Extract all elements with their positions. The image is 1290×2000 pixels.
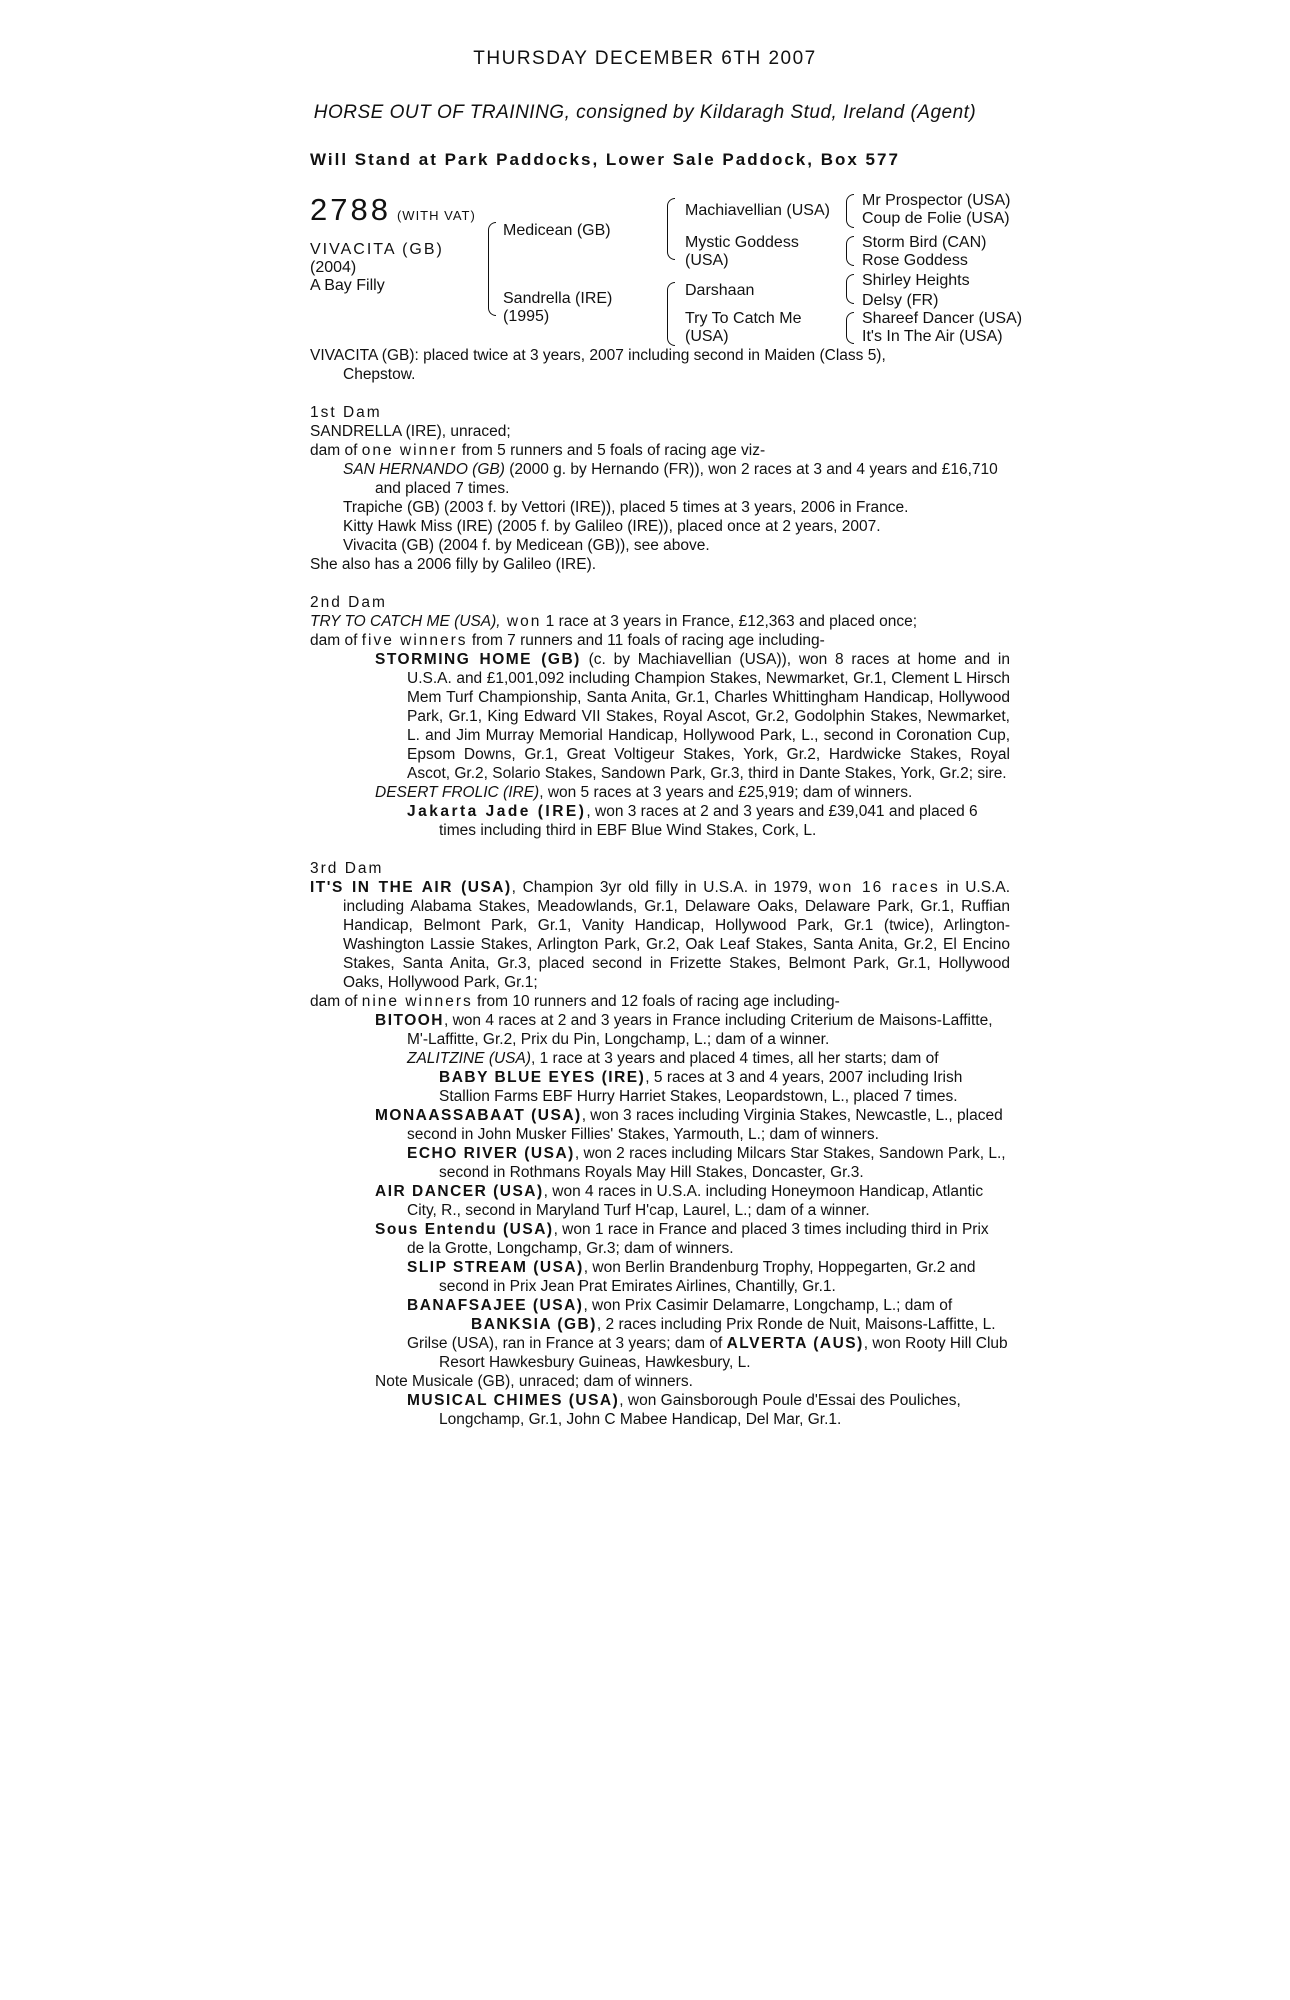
produce-name: BANAFSAJEE (USA) [407,1297,584,1314]
text: , Champion 3yr old filly in U.S.A. in 1979, [511,879,819,896]
produce-record: , won 4 races in U.S.A. including Honeymoon Handicap, Atlantic City, R., second in Maryland Turf H'cap, Laurel, L.; dam of a winner. [407,1183,984,1219]
produce-record: (c. by Machiavellian (USA)), won 8 races at home and in U.S.A. and £1,001,092 including Champion Stakes, Newmarket, Gr.1, Clement L Hirsch Mem Turf Championship, Santa Anita, Gr.1, Charles Whittingham Handicap, Hollywood Park, Gr.1, King Edward VII Stakes, Royal Ascot, Gr.2, Godolphin Stakes, Newmarket, L. and Jim Murray Memorial Handicap, Hollywood Park, L., second in Coronation Cup, Epsom Downs, Gr.1, Great Voltigeur Stakes, York, Gr.2, Hardwicke Stakes, Royal Ascot, Gr.2, Solario Stakes, Sandown Park, Gr.3, third in Dante Stakes, York, Gr.2; sire. [407,651,1010,782]
sire-sire-sire: Mr Prospector (USA) [862,192,1011,209]
produce-record: , won Berlin Brandenburg Trophy, Hoppegarten, Gr.2 and second in Prix Jean Prat Emirates Airlines, Chantilly, Gr.1. [439,1259,976,1295]
text: 1 race at 3 years in France, £12,363 and placed once; [541,613,918,630]
produce-name: SAN HERNANDO (GB) [343,461,505,478]
produce-name: BITOOH [375,1012,444,1029]
third-dam-intro [310,878,1010,992]
produce-entry [310,1011,1010,1049]
race-record-cont: Chepstow. [343,366,416,383]
winners-count: one winner [361,442,458,459]
third-dam-produce-summary [310,992,1010,1011]
sire-dam: Mystic Goddess [685,234,799,251]
winners-count: nine winners [361,993,473,1010]
produce-entry [310,1296,1010,1315]
text: from 5 runners and 5 foals of racing age viz- [457,442,766,459]
produce-record: , won 5 races at 3 years and £25,919; dam of winners. [539,784,913,801]
sire: Medicean (GB) [503,222,611,239]
dam-sire: Darshaan [685,282,755,299]
sale-date: THURSDAY DECEMBER 6TH 2007 [473,48,817,69]
produce-entry: Vivacita (GB) (2004 f. by Medicean (GB)), see above. [343,537,710,554]
pedigree-brace [846,312,854,344]
produce-entry [310,1106,1010,1144]
winners-count: five winners [361,632,468,649]
second-dam-produce-summary [310,631,1010,650]
produce-name: STORMING HOME (GB) [375,651,581,668]
produce-record: , won 3 races including Virginia Stakes, Newcastle, L., placed second in John Musker Fillies' Stakes, Yarmouth, L.; dam of winners. [407,1107,1003,1143]
text: dam of [310,632,362,649]
second-dam-intro [310,612,1010,631]
produce-name: ECHO RIVER (USA) [407,1145,575,1162]
wins-count: won 16 races [818,879,940,896]
produce-entry [310,1334,1010,1372]
text: from 10 runners and 12 foals of racing age including- [472,993,840,1010]
sire-dam-sire: Storm Bird (CAN) [862,234,987,251]
pedigree-brace [846,236,854,266]
produce-entry: Trapiche (GB) (2003 f. by Vettori (IRE)), placed 5 times at 3 years, 2006 in France. [343,499,909,516]
produce-name: SLIP STREAM (USA) [407,1259,584,1276]
produce-entry [310,1144,1010,1182]
produce-entry [310,1182,1010,1220]
produce-record: , won 2 races including Milcars Star Stakes, Sandown Park, L., second in Rothmans Royals May Hill Stakes, Doncaster, Gr.3. [439,1145,1006,1181]
produce-note: She also has a 2006 filly by Galileo (IRE). [310,556,597,573]
produce-record: , 1 race at 3 years and placed 4 times, all her starts; dam of [531,1050,939,1067]
catalogue-body [310,346,1010,1429]
race-record-line: VIVACITA (GB): placed twice at 3 years, 2007 including second in Maiden (Class 5), [310,347,886,364]
produce-entry [310,1315,1010,1334]
dam-name: IT'S IN THE AIR (USA) [310,879,512,896]
text: in U.S.A. including Alabama Stakes, Meadowlands, Gr.1, Delaware Oaks, Delaware Park, Gr.1, Ruffian Handicap, Belmont Park, Gr.1, Vanity Handicap, Hollywood Park, Gr.1 (twice), Arlington-Washington Lassie Stakes, Arlington Park, Gr.2, Oak Leaf Stakes, Santa Anita, Gr.2, El Encino Stakes, Santa Anita, Gr.3, placed second in Frizette Stakes, Belmont Park, Gr.1, Hollywood Oaks, Hollywood Park, Gr.1; [343,879,1010,991]
dam-dam-dam: It's In The Air (USA) [862,328,1003,345]
produce-entry [310,1258,1010,1296]
produce-name: ALVERTA (AUS) [726,1335,864,1352]
sire-dam-country: (USA) [685,252,729,269]
produce-entry: Kitty Hawk Miss (IRE) (2005 f. by Galileo (IRE)), placed once at 2 years, 2007. [343,518,881,535]
produce-record: , 2 races including Prix Ronde de Nuit, Maisons-Laffitte, L. [596,1316,996,1333]
produce-name: DESERT FROLIC (IRE) [375,784,540,801]
produce-entry [310,1049,1010,1068]
produce-entry [310,1068,1010,1106]
dam-dam-country: (USA) [685,328,729,345]
produce-name: BANKSIA (GB) [471,1316,597,1333]
produce-entry [310,802,1010,840]
sire-sire-dam: Coup de Folie (USA) [862,210,1010,227]
produce-entry [310,460,1010,498]
produce-record: , won 1 race in France and placed 3 times including third in Prix de la Grotte, Longchamp, Gr.3; dam of winners. [407,1221,989,1257]
sire-dam-dam: Rose Goddess [862,252,968,269]
produce-record: , 5 races at 3 and 4 years, 2007 including Irish Stallion Farms EBF Hurry Harriet Stakes, Leopardstown, L., placed 7 times. [439,1069,963,1105]
dam-year: (1995) [503,308,550,325]
dam-sire-dam: Delsy (FR) [862,292,939,309]
won-label: won [500,613,542,630]
produce-record: , won Gainsborough Poule d'Essai des Pouliches, Longchamp, Gr.1, John C Mabee Handicap, Del Mar, Gr.1. [439,1392,961,1428]
vat-note: (WITH VAT) [396,208,476,223]
lot-heading [310,192,476,228]
dam-dam-sire: Shareef Dancer (USA) [862,310,1023,327]
pedigree-brace [846,274,854,304]
text: dam of [310,442,362,459]
sire-sire: Machiavellian (USA) [685,202,830,219]
pedigree-brace [667,198,675,260]
first-dam-heading: 1st Dam [310,404,382,421]
produce-name: Jakarta Jade (IRE) [407,803,587,820]
race-record [310,346,1010,365]
produce-entry [310,1220,1010,1258]
dam-dam: Try To Catch Me [685,310,802,327]
produce-entry [310,650,1010,783]
produce-name: MUSICAL CHIMES (USA) [407,1392,620,1409]
produce-record: , won 4 races at 2 and 3 years in France including Criterium de Maisons-Laffitte, M'-Laffitte, Gr.2, Prix du Pin, Longchamp, L.; dam of a winner. [407,1012,993,1048]
dam-name: TRY TO CATCH ME (USA), [310,613,501,630]
pedigree-brace [488,222,496,316]
produce-name: AIR DANCER (USA) [375,1183,544,1200]
text: dam of [310,993,362,1010]
produce-record: , won Prix Casimir Delamarre, Longchamp, L.; dam of [583,1297,953,1314]
produce-name: BABY BLUE EYES (IRE) [439,1069,646,1086]
produce-name: Sous Entendu (USA) [375,1221,554,1238]
produce-record: , won 3 races at 2 and 3 years and £39,041 and placed 6 times including third in EBF Blue Wind Stakes, Cork, L. [439,803,978,839]
second-dam-heading: 2nd Dam [310,594,387,611]
horse-details [310,241,444,295]
pedigree-brace [846,194,854,228]
produce-entry [310,783,1010,802]
dam-name: Sandrella (IRE) [503,290,613,307]
horse-name: VIVACITA (GB) [310,241,444,258]
produce-entry: Note Musicale (GB), unraced; dam of winners. [375,1373,693,1390]
stand-location: Will Stand at Park Paddocks, Lower Sale Paddock, Box 577 [310,150,900,169]
first-dam-intro: SANDRELLA (IRE), unraced; [310,423,511,440]
consignment-line: HORSE OUT OF TRAINING, consigned by Kildaragh Stud, Ireland (Agent) [313,102,977,123]
produce-name: MONAASSABAAT (USA) [375,1107,582,1124]
text: from 7 runners and 11 foals of racing age including- [467,632,825,649]
produce-record: (2000 g. by Hernando (FR)), won 2 races at 3 and 4 years and £16,710 and placed 7 times. [375,461,998,497]
horse-year: (2004) [310,259,357,276]
pedigree-brace [667,282,675,346]
first-dam-produce-summary [310,441,1010,460]
text: Grilse (USA), ran in France at 3 years; dam of [407,1335,727,1352]
dam-sire-sire: Shirley Heights [862,272,970,289]
produce-entry [310,1391,1010,1429]
lot-number: 2788 [310,192,391,227]
horse-description: A Bay Filly [310,277,385,294]
produce-name: ZALITZINE (USA) [407,1050,532,1067]
third-dam-heading: 3rd Dam [310,860,384,877]
produce-record: , won Rooty Hill Club Resort Hawkesbury Guineas, Hawkesbury, L. [439,1335,1008,1371]
